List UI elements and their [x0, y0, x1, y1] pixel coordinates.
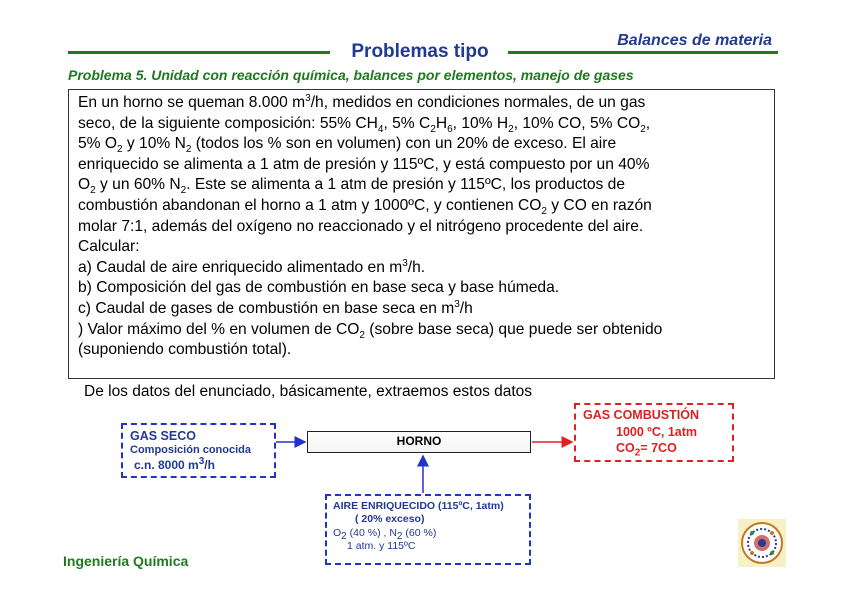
statement-line: seco, de la siguiente composición: 55% $CH_4$, 5% $C_2H_6$, 10% $H_2$, 10% CO, 5% $CO_2$,: [78, 114, 651, 135]
statement-line: Calcular:: [78, 238, 140, 256]
footer-label: Ingeniería Química: [63, 553, 189, 569]
university-seal-icon: [738, 519, 786, 567]
section-title: Balances de materia: [617, 32, 772, 49]
gas-seco-composition: Composición conocida: [130, 444, 252, 456]
aire-conditions: 1 atm. y 115ºC: [347, 540, 416, 552]
aire-enriquecido-box: [325, 494, 531, 565]
gas-seco-title: GAS SECO: [130, 429, 196, 443]
question-c: c) Caudal de gases de combustión en base seca en $m^3/h$: [78, 298, 473, 317]
aire-title: AIRE ENRIQUECIDO (115ºC, 1atm): [333, 500, 504, 512]
statement-line: combustión abandonan el horno a 1 atm y 1000ºC, y contienen $CO_2$ y CO en razón: [78, 196, 652, 218]
gas-seco-box: [121, 423, 276, 478]
question-b: b) Composición del gas de combustión en base seca y base húmeda.: [78, 279, 560, 297]
aire-composition: $O_2$ (40 %) , $N_2$ (60 %): [333, 527, 437, 543]
statement-line: $O_2$ y un 60% $N_2$. Este se alimenta a 1 atm de presión y 115ºC, los productos de: [78, 176, 626, 197]
statement-line: 5% $O_2$ y 10% $N_2$ (todos los % son en volumen) con un 20% de exceso. El aire: [78, 135, 617, 156]
horno-unit: HORNO: [307, 431, 531, 453]
gas-combustion-ratio: $CO_2= 7CO$: [616, 441, 677, 459]
aire-exceso: ( 20% exceso): [355, 513, 425, 525]
diagram-intro: De los datos del enunciado, básicamente, extraemos estos datos: [84, 383, 533, 400]
statement-line: molar 7:1, además del oxígeno no reaccionado y el nitrógeno procedente del aire.: [78, 217, 644, 235]
question-a: a) Caudal de aire enriquecido alimentado en $m^3/h$.: [78, 257, 426, 276]
gas-combustion-title: GAS COMBUSTIÓN: [583, 408, 699, 422]
statement-line: En un horno se queman 8.000 $m^3/h$, medidos en condiciones normales, de un gas: [78, 92, 646, 111]
gas-seco-flow: c.n. 8000 $m^3/h$: [134, 456, 215, 472]
question-d: ) Valor máximo del % en volumen de $CO_2$ (sobre base seca) que puede ser obtenido: [78, 320, 663, 341]
statement-line: enriquecido se alimenta a 1 atm de presión y 115ºC, y está compuesto por un 40%: [78, 155, 650, 173]
gas-combustion-conditions: 1000 ºC, 1atm: [616, 425, 697, 439]
gas-combustion-box: [574, 403, 734, 462]
page-title: Problemas tipo: [351, 41, 489, 62]
statement-line: (suponiendo combustión total).: [78, 341, 292, 359]
problem-subtitle: Problema 5. Unidad con reacción química, balances por elementos, manejo de gases: [68, 67, 634, 83]
